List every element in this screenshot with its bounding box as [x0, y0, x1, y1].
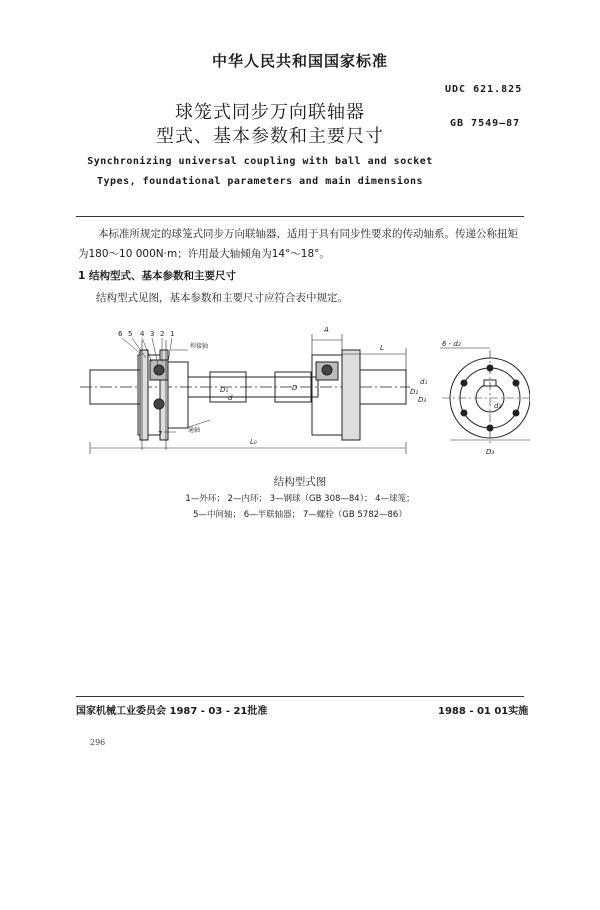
figure-legend-line1: 1—外环； 2—内环； 3—钢球（GB 308—84）； 4—球笼； — [185, 494, 415, 504]
label-welded-shaft: 焊接轴 — [190, 343, 209, 350]
label-4: 4 — [140, 330, 145, 338]
label-6: 6 — [118, 330, 123, 338]
doc-title-cn-line1: 球笼式同步万向联轴器 — [175, 102, 365, 123]
label-L0: L₀ — [250, 438, 257, 446]
label-D2: D₂ — [410, 388, 419, 396]
gb-code: GB 7549—87 — [450, 118, 521, 129]
footer-rule — [76, 696, 524, 697]
label-5: 5 — [128, 330, 133, 338]
intro-text: 本标准所规定的球笼式同步万向联轴器，适用于具有同步性要求的传动轴系。传递公称扭矩为180～10 000N·m；许用最大轴倾角为14°～18°。 — [78, 228, 518, 260]
doc-title-en-line2: Types, foundational parameters and main dimensions — [96, 176, 424, 187]
label-d1: d₁ — [420, 378, 428, 386]
label-holes: 6 - d₂ — [442, 340, 461, 348]
header-rule — [76, 216, 524, 217]
structure-drawing — [80, 320, 530, 470]
steel-ball — [154, 365, 164, 375]
effective-date: 1988 - 01 01实施 — [438, 706, 529, 717]
label-A: A — [324, 326, 329, 334]
label-D3: D₃ — [486, 448, 495, 456]
label-D1: D₁ — [220, 386, 229, 394]
doc-title-en-line1: Synchronizing universal coupling with ball and socket — [87, 156, 433, 167]
label-L: L — [380, 344, 384, 352]
label-through-shaft: 通轴 — [188, 427, 201, 434]
label-D3-side: D₃ — [418, 396, 427, 404]
intro-paragraph — [78, 224, 524, 264]
label-2: 2 — [160, 330, 165, 338]
label-1: 1 — [170, 330, 175, 338]
standard-title-cn: 中华人民共和国国家标准 — [211, 52, 388, 70]
page-number: 296 — [90, 738, 106, 747]
figure-legend-line2: 5—中间轴； 6—半联轴器； 7—螺栓（GB 5782—86） — [193, 510, 407, 520]
approval-issuer: 国家机械工业委员会 1987 - 03 - 21批准 — [76, 706, 268, 717]
label-d: d — [228, 394, 233, 402]
section-1-heading: 1 结构型式、基本参数和主要尺寸 — [78, 270, 236, 282]
label-7: 7 — [158, 430, 163, 438]
udc-code: UDC 621.825 — [445, 84, 523, 95]
section-1-body: 结构型式见图，基本参数和主要尺寸应符合表中规定。 — [96, 292, 348, 304]
label-d2: d₂ — [494, 402, 502, 410]
label-3: 3 — [150, 330, 155, 338]
figure-caption: 结构型式图 — [273, 476, 327, 488]
label-D: D — [292, 384, 298, 392]
doc-title-cn-line2: 型式、基本参数和主要尺寸 — [156, 126, 384, 147]
